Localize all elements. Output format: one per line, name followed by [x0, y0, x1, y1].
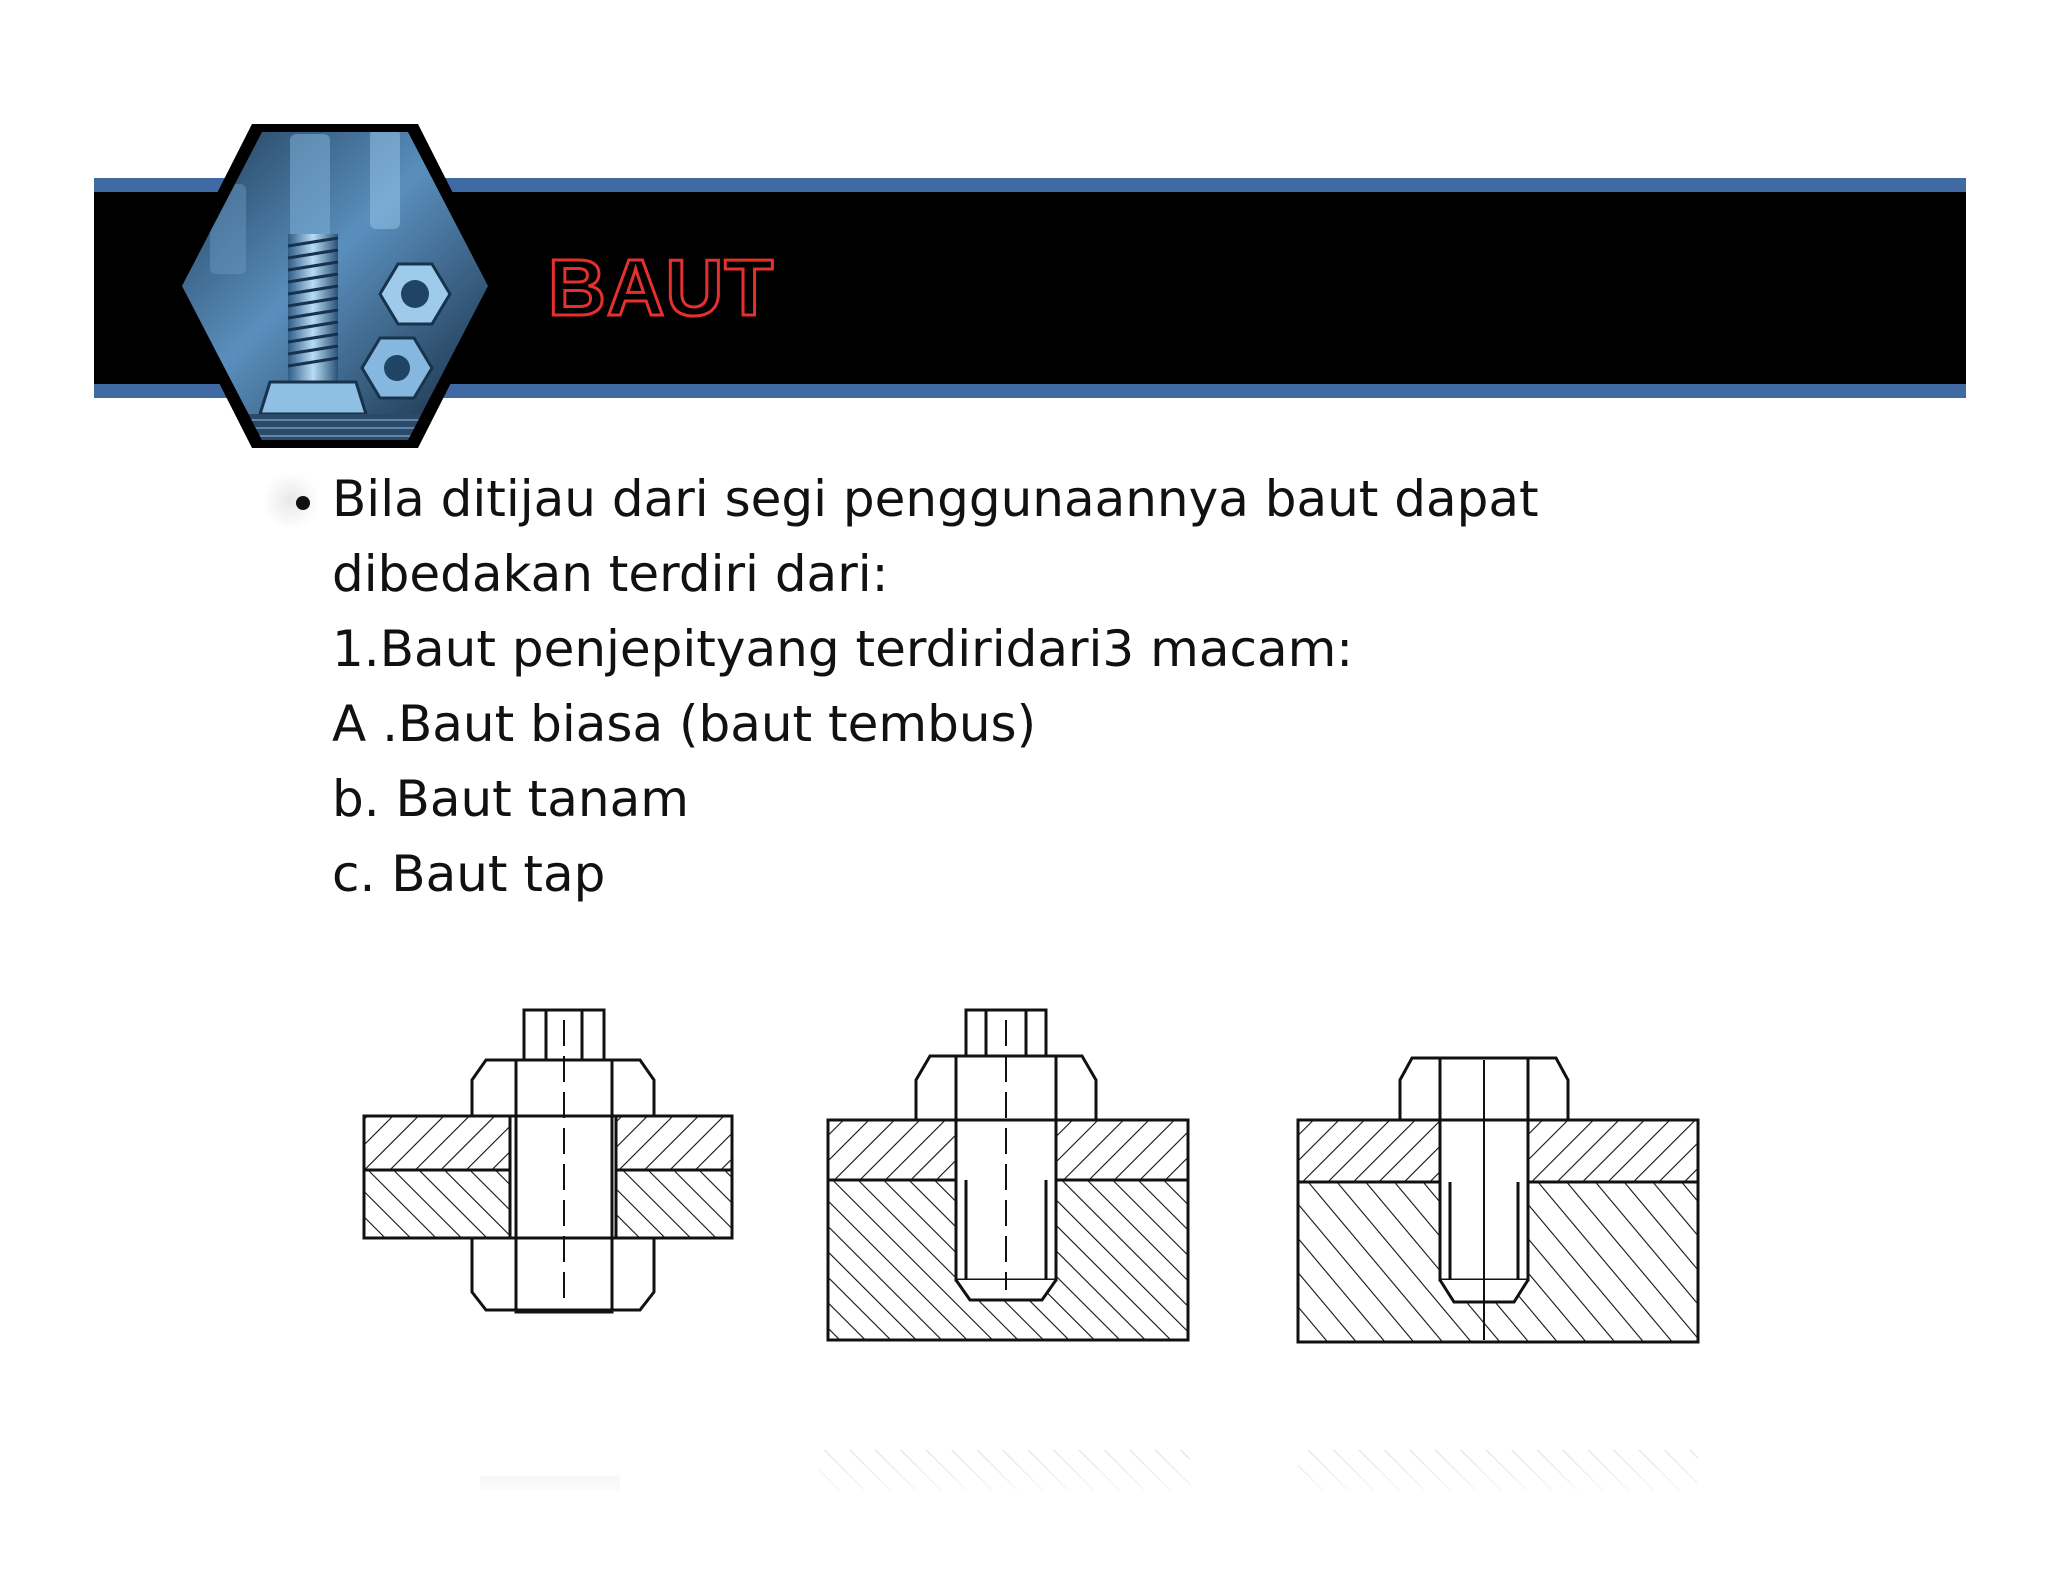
bullet-glow: [262, 472, 320, 530]
through-bolt-drawing-icon: [364, 1010, 732, 1312]
bullet-dot-icon: [296, 496, 310, 510]
text-line-1: Bila ditijau dari segi penggunaannya baut dapat: [332, 470, 1539, 528]
text-line-5: b. Baut tanam: [332, 770, 689, 828]
tap-bolt-drawing-icon: [1298, 1058, 1698, 1342]
bolt-drawings: [340, 990, 1720, 1510]
text-line-6: c. Baut tap: [332, 845, 606, 903]
slide-title: BAUT: [548, 243, 775, 332]
text-line-3: 1.Baut penjepityang terdiridari3 macam:: [332, 620, 1354, 678]
stud-bolt-drawing-icon: [828, 1010, 1188, 1340]
text-line-2: dibedakan terdiri dari:: [332, 545, 889, 603]
bolts-photo-icon: [170, 124, 500, 448]
text-line-4: A .Baut biasa (baut tembus): [332, 695, 1037, 753]
